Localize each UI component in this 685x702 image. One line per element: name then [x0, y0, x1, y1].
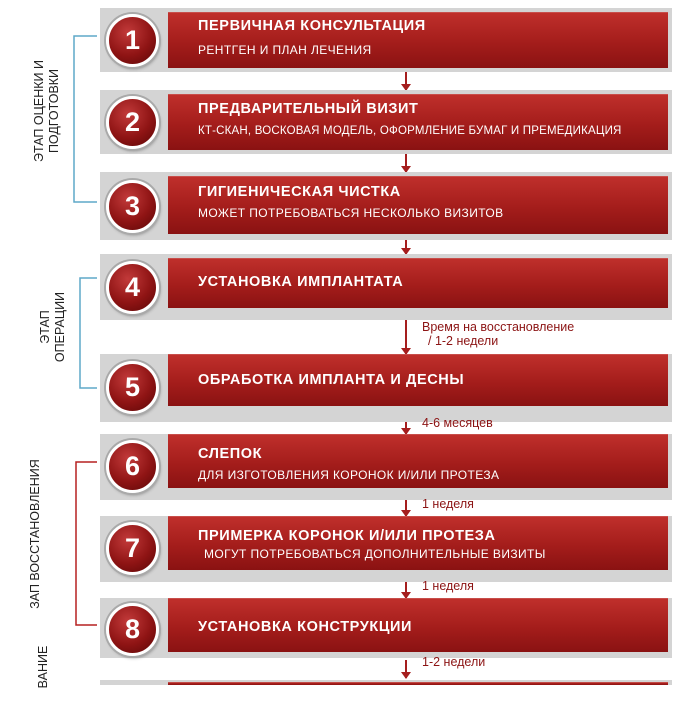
step-title: ПРЕДВАРИТЕЛЬНЫЙ ВИЗИТ	[198, 101, 419, 117]
step-panel	[168, 354, 668, 406]
flow-arrow	[405, 660, 407, 678]
flow-arrow	[405, 240, 407, 254]
step-subtitle: ДЛЯ ИЗГОТОВЛЕНИЯ КОРОНОК И/ИЛИ ПРОТЕЗА	[198, 468, 500, 482]
flow-arrow	[405, 500, 407, 516]
interval-note: Время на восстановление / 1-2 недели	[422, 320, 575, 348]
step-title: УСТАНОВКА ИМПЛАНТАТА	[198, 274, 404, 290]
step-title: СЛЕПОК	[198, 446, 263, 462]
interval-note: 1 неделя	[422, 579, 474, 593]
step-number-badge: 4	[106, 261, 159, 314]
step-panel	[168, 258, 668, 308]
step-row-6	[100, 434, 672, 500]
flow-arrow	[405, 154, 407, 172]
step-panel	[168, 598, 668, 652]
stage-label-restoration: ЗАП ВОССТАНОВЛЕНИЯ	[28, 459, 42, 609]
step-row-1	[100, 8, 672, 72]
interval-note: 4-6 месяцев	[422, 416, 493, 430]
interval-note: 1-2 недели	[422, 655, 486, 669]
step-row-2	[100, 90, 672, 154]
step-title: ГИГИЕНИЧЕСКАЯ ЧИСТКА	[198, 184, 401, 200]
stage-label-cut: ВАНИЕ	[36, 645, 50, 689]
step-subtitle: МОЖЕТ ПОТРЕБОВАТЬСЯ НЕСКОЛЬКО ВИЗИТОВ	[198, 206, 504, 220]
step-row-8	[100, 598, 672, 658]
step-panel	[168, 94, 668, 150]
stage-label-assessment: ЭТАП ОЦЕНКИ И ПОДГОТОВКИ	[32, 60, 61, 162]
flow-arrow	[405, 422, 407, 434]
step-row-5	[100, 354, 672, 422]
step-subtitle: МОГУТ ПОТРЕБОВАТЬСЯ ДОПОЛНИТЕЛЬНЫЕ ВИЗИТЫ	[204, 547, 546, 561]
step-number-badge: 3	[106, 180, 159, 233]
step-title: ПЕРВИЧНАЯ КОНСУЛЬТАЦИЯ	[198, 18, 426, 34]
flow-arrow	[405, 582, 407, 598]
step-panel	[168, 434, 668, 488]
step-number-badge: 1	[106, 14, 159, 67]
step-row-4	[100, 254, 672, 320]
step-number-badge: 7	[106, 522, 159, 575]
stage-label-operation: ЭТАП ОПЕРАЦИИ	[38, 291, 67, 363]
step-title: ОБРАБОТКА ИМПЛАНТА И ДЕСНЫ	[198, 372, 465, 388]
step-number-badge: 2	[106, 96, 159, 149]
step-title: УСТАНОВКА КОНСТРУКЦИИ	[198, 619, 413, 635]
step-number-badge: 6	[106, 440, 159, 493]
step-row-partial	[100, 680, 672, 685]
flow-arrow	[405, 320, 407, 354]
step-subtitle: КТ-СКАН, ВОСКОВАЯ МОДЕЛЬ, ОФОРМЛЕНИЕ БУМАГ И ПРЕМЕДИКАЦИЯ	[198, 125, 622, 137]
step-title: ПРИМЕРКА КОРОНОК И/ИЛИ ПРОТЕЗА	[198, 528, 496, 544]
step-subtitle: РЕНТГЕН И ПЛАН ЛЕЧЕНИЯ	[198, 43, 372, 57]
step-number-badge: 5	[106, 361, 159, 414]
step-number-badge: 8	[106, 603, 159, 656]
step-panel	[168, 516, 668, 570]
flow-arrow	[405, 72, 407, 90]
step-panel	[168, 12, 668, 68]
step-row-3	[100, 172, 672, 240]
step-panel	[168, 176, 668, 234]
stage-brackets	[0, 0, 100, 685]
step-row-7	[100, 516, 672, 582]
interval-note: 1 неделя	[422, 497, 474, 511]
